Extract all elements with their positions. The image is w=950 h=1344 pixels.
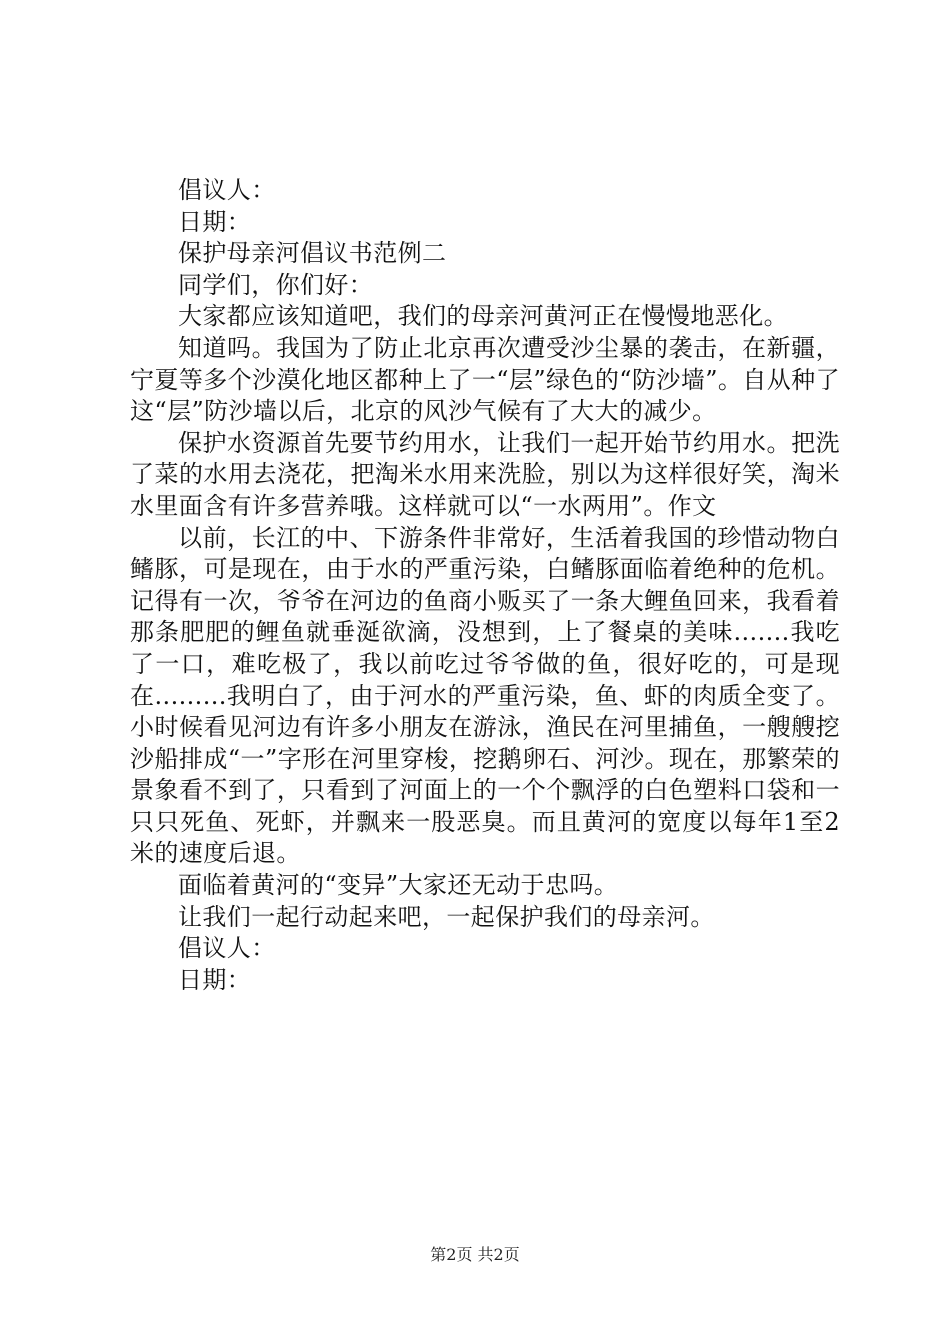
- document-body: [130, 175, 840, 996]
- paragraph-5: 面临着黄河的“变异”大家还无动于忠吗。: [178, 871, 619, 900]
- signer-label: 倡议人：: [178, 176, 276, 204]
- paragraph-1: 大家都应该知道吧，我们的母亲河黄河正在慢慢地恶化。: [178, 302, 788, 331]
- paragraph-2: 知道吗。我国为了防止北京再次遭受沙尘暴的袭击，在新疆，宁夏等多个沙漠化地区都种上了一“层”绿色的“防沙墙”。自从种了这“层”防沙墙以后，北京的风沙气候有了大大的减少。: [130, 333, 840, 426]
- signer-label-bottom: 倡议人：: [178, 934, 276, 963]
- page-footer: 第2页 共2页: [430, 1245, 520, 1264]
- greeting: 同学们，你们好：: [178, 270, 374, 299]
- paragraph-3: 保护水资源首先要节约用水，让我们一起开始节约用水。把洗了菜的水用去浇花，把淘米水用来洗脸，别以为这样很好笑，淘米水里面含有许多营养哦。这样就可以“一水两用”。作文: [130, 428, 840, 520]
- example-title: 保护母亲河倡议书范例二: [178, 239, 447, 268]
- date-label-bottom: 日期：: [178, 965, 252, 994]
- paragraph-6: 让我们一起行动起来吧，一起保护我们的母亲河。: [178, 902, 715, 931]
- date-label: 日期：: [178, 207, 252, 236]
- paragraph-4: 以前，长江的中、下游条件非常好，生活着我国的珍惜动物白鳍豚，可是现在，由于水的严重污染，白鳍豚面临着绝种的危机。记得有一次，爷爷在河边的鱼商小贩买了一条大鲤鱼回来，我看着那条肥肥的鲤鱼就垂涎欲滴，没想到，上了餐桌的美味.......我吃了一口，难吃极了，我以前吃过爷爷做的鱼，很好吃的，可是现在.........我明白了，由于河水的严重污染，鱼、虾的肉质全变了。小时候看见河边有许多小朋友在游泳，渔民在河里捕鱼，一艘艘挖沙船排成“一”字形在河里穿梭，挖鹅卵石、河沙。现在，那繁荣的景象看不到了，只看到了河面上的一个个飘浮的白色塑料口袋和一只只死鱼、死虾，并飘来一股恶臭。而且黄河的宽度以每年1至2米的速度后退。: [130, 523, 840, 868]
